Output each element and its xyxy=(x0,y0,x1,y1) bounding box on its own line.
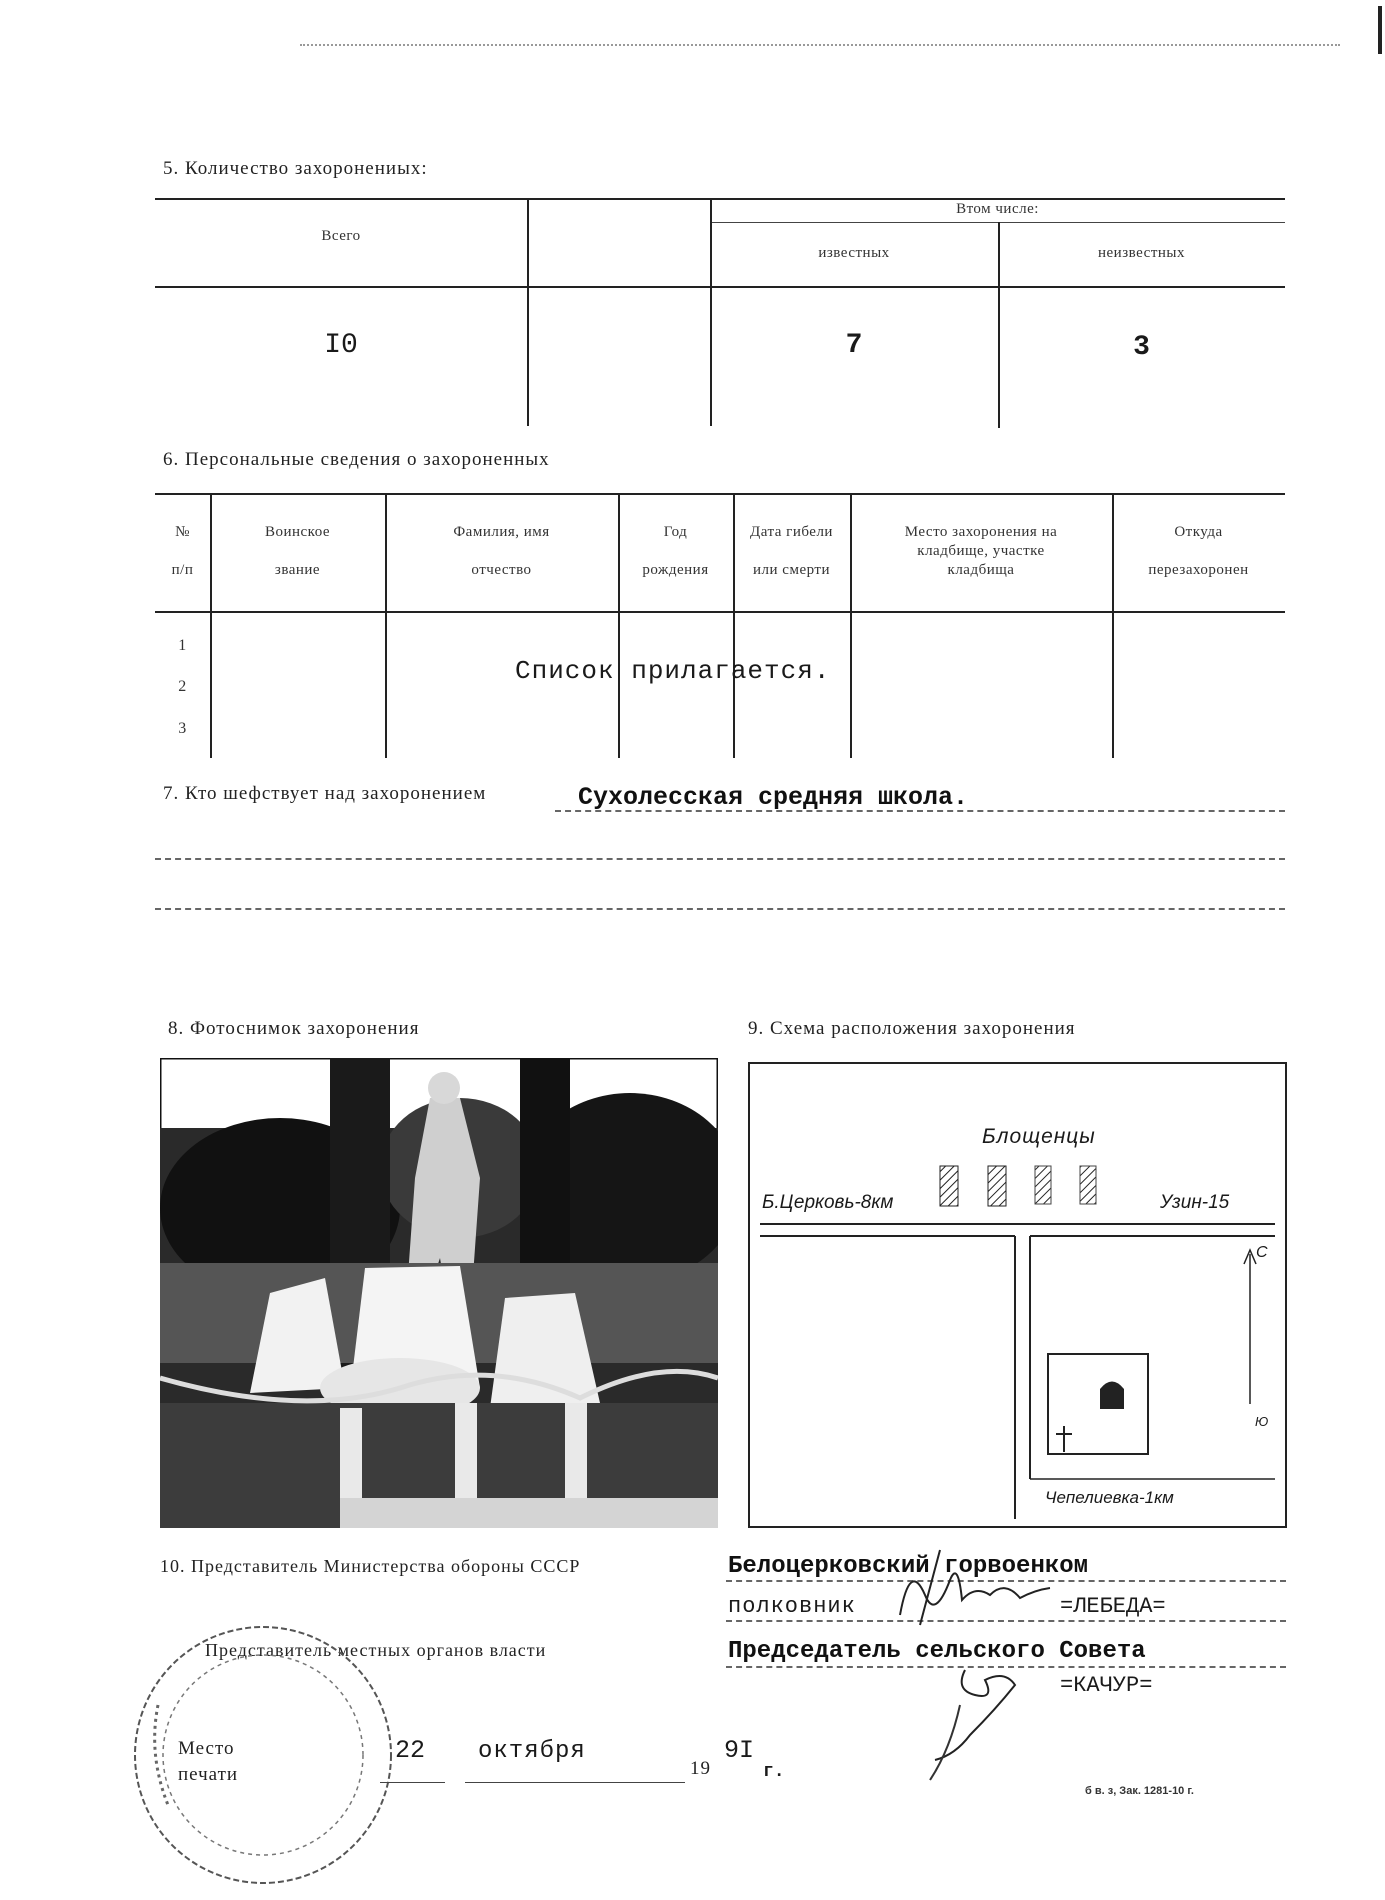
name-header-1: Фамилия, имя xyxy=(453,524,550,540)
year-header-2: рождения xyxy=(642,562,709,578)
month-underline xyxy=(465,1782,685,1783)
list-attached-note: Список прилагается. xyxy=(515,656,831,686)
rank-header-2: звание xyxy=(274,562,321,578)
seal-place-label-2: печати xyxy=(178,1764,239,1785)
row-number: 3 xyxy=(178,720,187,737)
road-left-label: Б.Церковь-8км xyxy=(762,1192,894,1213)
place-header-3: кладбища xyxy=(947,562,1015,578)
mo-signature xyxy=(880,1540,1060,1630)
date-month: октября xyxy=(478,1738,586,1765)
col-known-header: известных xyxy=(818,245,890,261)
village-label: Блощенцы xyxy=(982,1125,1096,1148)
date-header-2: или смерти xyxy=(753,562,830,578)
local-authority-label: Представитель местных органов власти xyxy=(205,1640,547,1660)
name-header-2: отчество xyxy=(471,562,532,578)
place-header-2: кладбище, участке xyxy=(917,543,1045,559)
mo-organization: Белоцерковский горвоенком xyxy=(728,1553,1089,1580)
patron-value: Сухолесская средняя школа. xyxy=(578,783,969,812)
day-underline xyxy=(380,1782,445,1783)
row-number: 2 xyxy=(178,678,187,695)
north-label: С xyxy=(1256,1244,1268,1261)
seal-place-label-1: Место xyxy=(178,1738,235,1759)
burial-photo-image xyxy=(160,1058,718,1528)
road-right-label: Узин-15 xyxy=(1160,1192,1230,1213)
total-value: I0 xyxy=(324,330,358,361)
col-unknown-header: неизвестных xyxy=(1098,245,1185,261)
section-8-title: 8. Фотоснимок захоронения xyxy=(168,1018,420,1039)
rank-header-1: Воинское xyxy=(264,524,331,540)
mo-rank: полковник xyxy=(728,1594,856,1619)
year-header-1: Год xyxy=(663,524,688,540)
scan-artifact-line xyxy=(300,44,1340,46)
scheme-drawing xyxy=(750,1064,1285,1526)
from-header-1: Откуда xyxy=(1174,524,1223,540)
patron-underline xyxy=(555,810,1285,812)
south-label: Ю xyxy=(1255,1414,1269,1429)
col-group-header: Втом числе: xyxy=(956,201,1039,217)
from-header-2: перезахоронен xyxy=(1148,562,1249,578)
burial-photo xyxy=(160,1058,718,1528)
section-7-label: 7. Кто шефствует над захоронением xyxy=(163,783,487,804)
year-prefix: 19 xyxy=(690,1758,711,1779)
official-seal xyxy=(118,1615,408,1895)
date-header-1: Дата гибели xyxy=(750,524,833,540)
section-6-title: 6. Персональные сведения о захороненных xyxy=(163,449,550,470)
blank-line xyxy=(155,858,1285,860)
num-header-1: № xyxy=(175,524,190,540)
known-value: 7 xyxy=(845,330,863,361)
signature-tail xyxy=(920,1700,980,1790)
road-bottom-label: Чепелиевка-1км xyxy=(1045,1488,1174,1507)
local-name: =КАЧУР= xyxy=(1060,1673,1153,1698)
blank-line xyxy=(155,908,1285,910)
place-header-1: Место захоронения на xyxy=(904,524,1058,540)
scan-edge-mark xyxy=(1378,6,1382,54)
section-9-title: 9. Схема расположения захоронения xyxy=(748,1018,1076,1039)
section-10-title: 10. Представитель Министерства обороны СССР xyxy=(160,1556,581,1576)
year-suffix: 9I xyxy=(724,1736,755,1765)
num-header-2: п/п xyxy=(171,562,194,578)
section-5-title: 5. Количество захоронениых: xyxy=(163,158,428,179)
year-unit: г. xyxy=(763,1762,785,1782)
row-number: 1 xyxy=(178,637,187,654)
local-title: Председатель сельского Совета xyxy=(728,1638,1146,1665)
mo-name: =ЛЕБЕДА= xyxy=(1060,1594,1166,1619)
date-day: 22 xyxy=(395,1736,426,1765)
location-scheme xyxy=(748,1062,1287,1528)
col-total-header: Всего xyxy=(321,228,361,244)
print-code: б в. з, Зак. 1281-10 г. xyxy=(1085,1785,1194,1797)
unknown-value: 3 xyxy=(1133,332,1150,363)
